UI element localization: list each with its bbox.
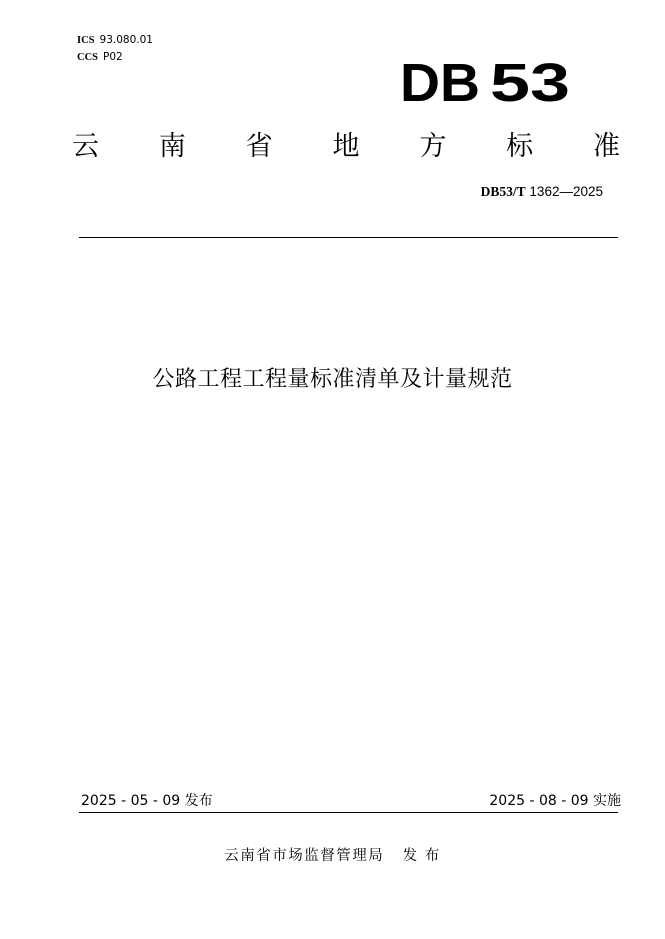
standard-type-char: 地 [332,131,360,162]
ccs-value: P02 [103,51,123,63]
db53-logo [398,53,576,113]
document-title: 公路工程工程量标准清单及计量规范 [152,367,513,392]
standard-type-char: 南 [158,131,186,162]
ccs-label: CCS [77,52,99,63]
ics-code [77,34,153,47]
publisher: 云南省市场监督管理局 发 布 [224,848,441,864]
footer-divider [79,812,618,813]
standard-number-value: 1362—2025 [525,184,603,199]
standard-number [481,183,603,201]
ics-value: 93.080.01 [99,34,153,46]
standard-type-char: 方 [419,131,447,162]
ics-label: ICS [77,35,95,46]
header-divider [79,237,618,238]
standard-type-heading [72,127,620,167]
standard-type-char: 准 [592,131,620,162]
implementation-date: 2025 - 08 - 09 实施 [489,793,621,809]
standard-type-char: 省 [245,131,273,162]
standard-number-prefix: DB53/T [480,184,526,199]
logo-code: 53 [490,53,570,113]
standard-type-char: 标 [506,131,534,162]
standard-type-char: 云 [72,131,99,162]
ccs-code [77,51,123,64]
logo-prefix: DB [400,53,480,113]
issue-date: 2025 - 05 - 09 发布 [81,793,213,809]
